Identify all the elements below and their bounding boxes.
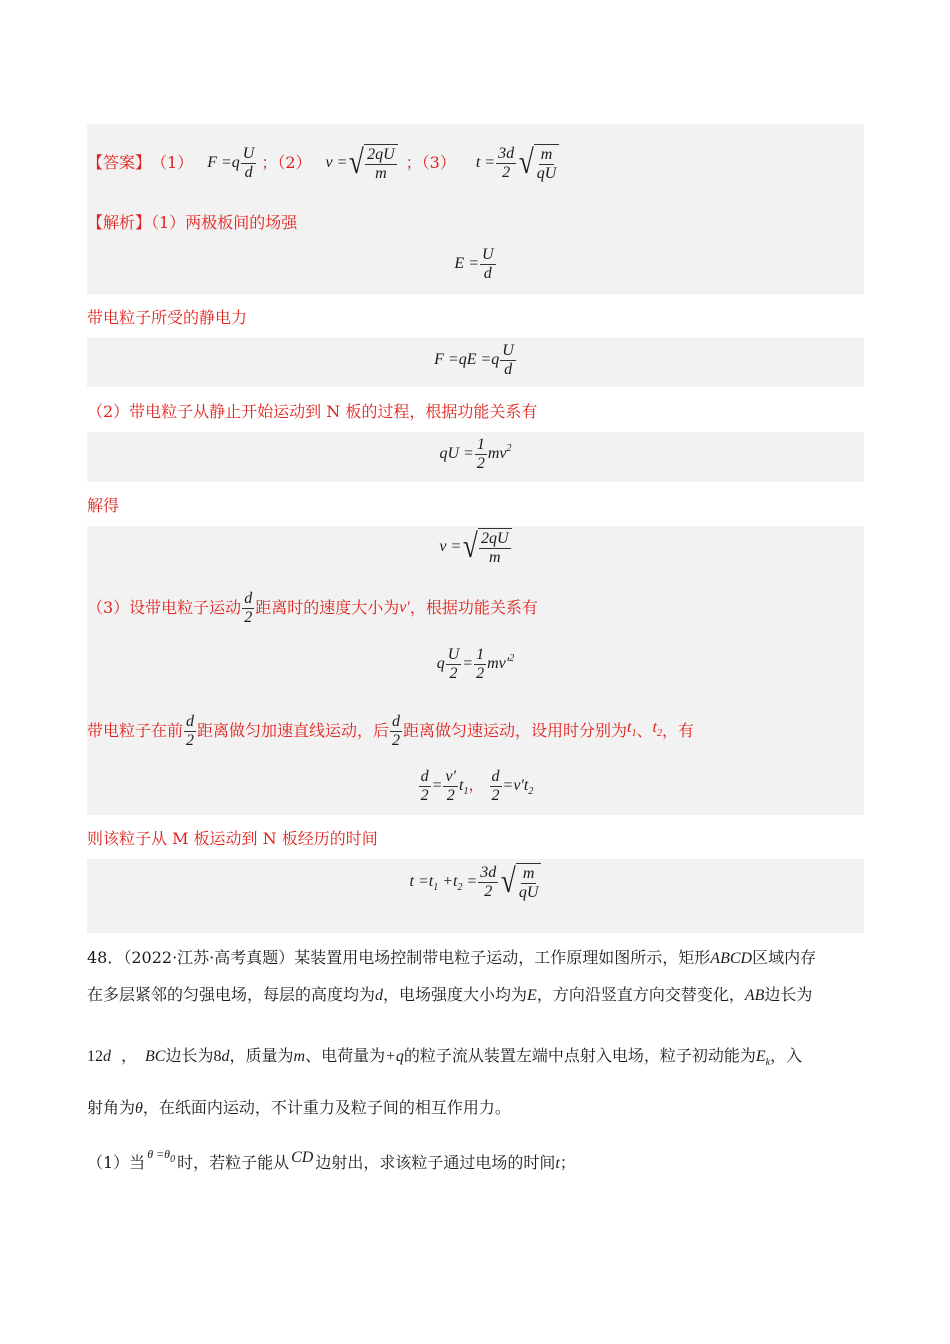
analysis-text-6b: 距离做匀加速直线运动，后	[197, 721, 390, 740]
symbol-plus-q: +q	[385, 1048, 404, 1065]
symbol-v-prime: v′	[399, 599, 410, 616]
problem-line-2	[87, 985, 812, 1006]
symbol-theta: θ	[135, 1100, 143, 1117]
analysis-text-6c: 距离做匀速运动，设用时分别为	[403, 721, 628, 740]
problem-number: 48．	[87, 948, 124, 967]
symbol-theta-eq-theta0: θ =θ0	[147, 1147, 176, 1165]
formula-half-energy: q $\frac{U}{2}$ = $\frac{1}{2}$ $mv'^2$	[436, 646, 515, 682]
problem-text-4a: 射角为	[87, 1098, 136, 1117]
frac-half-d-first: $\frac{d}{2}$	[186, 712, 195, 749]
analysis-text-6d: 、	[636, 721, 653, 740]
answer-tag: 【答案】	[87, 153, 152, 172]
frac-half-d: $\frac{d}{2}$	[244, 589, 253, 626]
symbol-d: d	[375, 987, 384, 1004]
analysis-text-1: （1）两极板间的场强	[151, 213, 298, 232]
formula-velocity: v = √ $\frac{2qU}{m}$	[87, 528, 864, 567]
symbol-AB: AB	[744, 987, 765, 1004]
problem-text-1a: 某装置用电场控制带电粒子运动，工作原理如图所示，矩形	[294, 948, 711, 967]
answer-part2-label: ；（2）	[261, 153, 312, 172]
answer-line	[87, 143, 559, 183]
analysis-line-1	[87, 213, 297, 233]
problem-text-2d: 边长为	[764, 985, 813, 1004]
problem-text-1b: 区域内存	[752, 948, 817, 967]
symbol-Ek: $E_k$	[755, 1048, 771, 1068]
problem-text-5b: 时，若粒子能从	[177, 1153, 290, 1172]
problem-line-1	[87, 948, 816, 969]
analysis-line-7: 则该粒子从 M 板运动到 N 板经历的时间	[87, 829, 378, 848]
answer-formula-2: v = √ $\frac{2qU}{m}$	[326, 144, 398, 183]
symbol-t2: $t_2$	[652, 719, 662, 739]
formula-total-time: $t =t_1 +t_2$ = $\frac{3d}{2}$ √ $\frac{m}{qU}$	[87, 863, 864, 902]
analysis-tag: 【解析】	[87, 213, 152, 232]
problem-text-5d: ；	[559, 1153, 576, 1172]
formula-time-segments: $\frac{d}{2}$ = $\frac{v'}{2}$ $t_1$， $\frac{d}{2}$ $=v't_2$	[420, 768, 534, 804]
analysis-text-6a: 带电粒子在前	[87, 721, 184, 740]
symbol-CD: CD	[291, 1149, 314, 1166]
formula-field-strength: E = $\frac{U}{d}$	[454, 246, 494, 282]
value-8d: 8d	[213, 1048, 230, 1065]
problem-text-3d: 、电荷量为	[305, 1046, 386, 1065]
frac-half-d-second: $\frac{d}{2}$	[392, 712, 401, 749]
formula-electric-force: F =qE =q $\frac{U}{d}$	[434, 342, 514, 378]
problem-line-3	[87, 1046, 802, 1073]
problem-text-3c: ，质量为	[229, 1046, 294, 1065]
analysis-text-6e: ，有	[661, 721, 694, 740]
analysis-line-2: 带电粒子所受的静电力	[87, 308, 248, 327]
problem-text-3e: 的粒子流从装置左端中点射入电场，粒子初动能为	[403, 1046, 756, 1065]
analysis-line-6	[87, 711, 694, 751]
problem-line-4	[87, 1098, 511, 1119]
analysis-text-5c: ，根据功能关系有	[409, 598, 538, 617]
problem-text-2c: ，方向沿竖直方向交替变化，	[536, 985, 745, 1004]
answer-part1-label: （1）	[151, 153, 194, 172]
problem-text-3b: 边长为	[165, 1046, 214, 1065]
problem-line-5	[87, 1144, 576, 1174]
answer-part3-label: ；（3）	[405, 153, 456, 172]
analysis-text-5a: （3）设带电粒子运动	[87, 598, 242, 617]
formula-work-energy: qU = $\frac{1}{2}$ $mv^2$	[439, 436, 512, 472]
problem-text-3a: ，	[121, 1046, 138, 1065]
analysis-line-5	[87, 588, 538, 628]
problem-text-5a: （1）当	[87, 1153, 146, 1172]
analysis-line-4: 解得	[87, 496, 120, 515]
problem-text-4b: ，在纸面内运动，不计重力及粒子间的相互作用力。	[142, 1098, 511, 1117]
symbol-BC: BC	[145, 1048, 166, 1065]
symbol-m: m	[293, 1048, 306, 1065]
value-12d: 12d	[87, 1048, 111, 1065]
symbol-E: E	[527, 987, 537, 1004]
analysis-text-5b: 距离时的速度大小为	[255, 598, 400, 617]
symbol-t1: $t_1$	[627, 719, 637, 739]
analysis-line-3: （2）带电粒子从静止开始运动到 N 板的过程，根据功能关系有	[87, 402, 538, 421]
symbol-ABCD: ABCD	[710, 950, 753, 967]
problem-text-2a: 在多层紧邻的匀强电场，每层的高度均为	[87, 985, 376, 1004]
problem-text-2b: ，电场强度大小均为	[383, 985, 528, 1004]
problem-text-5c: 边射出，求该粒子通过电场的时间	[315, 1153, 556, 1172]
answer-formula-1: F =q $\frac{U}{d}$	[207, 144, 255, 181]
problem-text-3f: ，入	[770, 1046, 803, 1065]
problem-source: （2022·江苏·高考真题）	[123, 948, 295, 967]
answer-formula-3: t = $\frac{3d}{2}$ √ $\frac{m}{qU}$	[476, 144, 559, 183]
symbol-t: t	[555, 1155, 560, 1172]
